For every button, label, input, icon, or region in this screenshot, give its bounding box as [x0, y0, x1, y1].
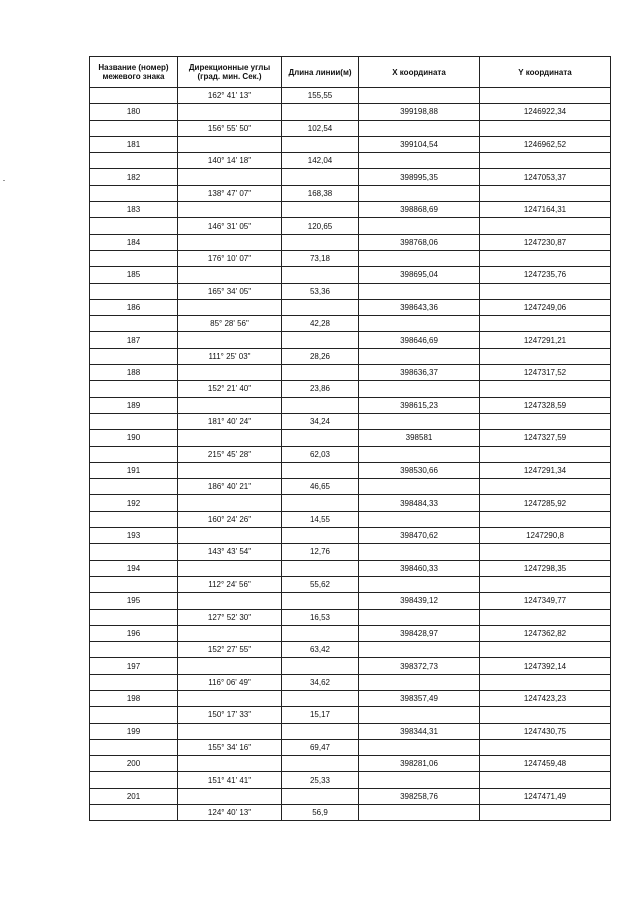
empty-cell: [282, 365, 359, 381]
empty-cell: [90, 511, 178, 527]
x-coordinate-cell: 398695,04: [359, 267, 480, 283]
empty-cell: [359, 544, 480, 560]
y-coordinate-cell: 1247235,76: [480, 267, 611, 283]
empty-cell: [90, 153, 178, 169]
empty-cell: [480, 446, 611, 462]
y-coordinate-cell: 1247249,06: [480, 299, 611, 315]
table-row: [90, 88, 611, 104]
point-name-cell: 192: [90, 495, 178, 511]
bearing-cell: 140° 14' 18": [178, 153, 282, 169]
empty-cell: [90, 479, 178, 495]
y-coordinate-cell: 1247327,59: [480, 430, 611, 446]
table-row: [90, 528, 611, 544]
length-cell: 34,24: [282, 413, 359, 429]
table-row: [90, 234, 611, 250]
bearing-cell: 116° 06' 49": [178, 674, 282, 690]
length-cell: 12,76: [282, 544, 359, 560]
empty-cell: [480, 511, 611, 527]
table-row: [90, 283, 611, 299]
empty-cell: [480, 479, 611, 495]
x-coordinate-cell: 398258,76: [359, 788, 480, 804]
empty-cell: [90, 446, 178, 462]
empty-cell: [359, 609, 480, 625]
empty-cell: [90, 609, 178, 625]
y-coordinate-cell: 1247298,35: [480, 560, 611, 576]
x-coordinate-cell: 398868,69: [359, 202, 480, 218]
empty-cell: [359, 446, 480, 462]
empty-cell: [480, 316, 611, 332]
table-row: [90, 511, 611, 527]
table-row: [90, 772, 611, 788]
table-row: [90, 267, 611, 283]
empty-cell: [282, 756, 359, 772]
empty-cell: [90, 348, 178, 364]
table-row: [90, 381, 611, 397]
empty-cell: [282, 690, 359, 706]
boundary-coordinates-table: [89, 56, 611, 821]
bearing-cell: 181° 40' 24": [178, 413, 282, 429]
empty-cell: [90, 218, 178, 234]
empty-cell: [359, 283, 480, 299]
empty-cell: [359, 348, 480, 364]
length-cell: 55,62: [282, 576, 359, 592]
empty-cell: [178, 528, 282, 544]
empty-cell: [359, 805, 480, 821]
x-coordinate-cell: 398581: [359, 430, 480, 446]
empty-cell: [178, 397, 282, 413]
empty-cell: [282, 332, 359, 348]
header-point-name: Название (номер) межевого знака: [90, 57, 178, 88]
x-coordinate-cell: 398995,35: [359, 169, 480, 185]
table-row: [90, 120, 611, 136]
empty-cell: [178, 625, 282, 641]
table-row: [90, 658, 611, 674]
y-coordinate-cell: 1247230,87: [480, 234, 611, 250]
point-name-cell: 185: [90, 267, 178, 283]
bearing-cell: 176° 10' 07": [178, 250, 282, 266]
empty-cell: [480, 185, 611, 201]
empty-cell: [480, 381, 611, 397]
table-row: [90, 462, 611, 478]
empty-cell: [178, 756, 282, 772]
bearing-cell: 143° 43' 54": [178, 544, 282, 560]
bearing-cell: 152° 27' 55": [178, 642, 282, 658]
empty-cell: [178, 267, 282, 283]
y-coordinate-cell: 1247349,77: [480, 593, 611, 609]
table-row: [90, 153, 611, 169]
point-name-cell: 187: [90, 332, 178, 348]
bearing-cell: 156° 55' 50": [178, 120, 282, 136]
point-name-cell: 189: [90, 397, 178, 413]
empty-cell: [359, 576, 480, 592]
empty-cell: [282, 593, 359, 609]
empty-cell: [178, 332, 282, 348]
empty-cell: [178, 430, 282, 446]
x-coordinate-cell: 398484,33: [359, 495, 480, 511]
empty-cell: [359, 511, 480, 527]
empty-cell: [359, 772, 480, 788]
y-coordinate-cell: 1246922,34: [480, 104, 611, 120]
empty-cell: [178, 169, 282, 185]
table-row: [90, 544, 611, 560]
empty-cell: [359, 218, 480, 234]
empty-cell: [90, 250, 178, 266]
table-row: [90, 250, 611, 266]
empty-cell: [480, 642, 611, 658]
empty-cell: [90, 381, 178, 397]
header-y-coordinate: Y координата: [480, 57, 611, 88]
length-cell: 16,53: [282, 609, 359, 625]
empty-cell: [178, 462, 282, 478]
empty-cell: [90, 283, 178, 299]
header-length: Длина линии(м): [282, 57, 359, 88]
empty-cell: [178, 136, 282, 152]
x-coordinate-cell: 398768,06: [359, 234, 480, 250]
bearing-cell: 85° 28' 56": [178, 316, 282, 332]
empty-cell: [90, 805, 178, 821]
table-row: [90, 104, 611, 120]
table-row: [90, 707, 611, 723]
y-coordinate-cell: 1247053,37: [480, 169, 611, 185]
x-coordinate-cell: 398428,97: [359, 625, 480, 641]
empty-cell: [480, 413, 611, 429]
point-name-cell: 195: [90, 593, 178, 609]
y-coordinate-cell: 1247291,21: [480, 332, 611, 348]
length-cell: 23,86: [282, 381, 359, 397]
empty-cell: [282, 299, 359, 315]
table-row: [90, 805, 611, 821]
empty-cell: [178, 299, 282, 315]
empty-cell: [359, 479, 480, 495]
empty-cell: [178, 690, 282, 706]
length-cell: 53,36: [282, 283, 359, 299]
empty-cell: [178, 495, 282, 511]
table-row: [90, 479, 611, 495]
empty-cell: [90, 120, 178, 136]
x-coordinate-cell: 398636,37: [359, 365, 480, 381]
empty-cell: [90, 185, 178, 201]
point-name-cell: 182: [90, 169, 178, 185]
empty-cell: [178, 593, 282, 609]
length-cell: 63,42: [282, 642, 359, 658]
point-name-cell: 184: [90, 234, 178, 250]
empty-cell: [282, 723, 359, 739]
empty-cell: [282, 202, 359, 218]
length-cell: 56,9: [282, 805, 359, 821]
empty-cell: [359, 674, 480, 690]
table-row: [90, 430, 611, 446]
table-row: [90, 185, 611, 201]
length-cell: 28,26: [282, 348, 359, 364]
empty-cell: [480, 674, 611, 690]
x-coordinate-cell: 398281,06: [359, 756, 480, 772]
table-row: [90, 348, 611, 364]
empty-cell: [359, 88, 480, 104]
empty-cell: [359, 642, 480, 658]
table-row: [90, 202, 611, 218]
bearing-cell: 162° 41' 13": [178, 88, 282, 104]
length-cell: 62,03: [282, 446, 359, 462]
empty-cell: [359, 185, 480, 201]
bearing-cell: 186° 40' 21": [178, 479, 282, 495]
empty-cell: [90, 642, 178, 658]
empty-cell: [480, 88, 611, 104]
empty-cell: [90, 576, 178, 592]
empty-cell: [178, 658, 282, 674]
table-row: [90, 625, 611, 641]
x-coordinate-cell: 399104,54: [359, 136, 480, 152]
table-row: [90, 609, 611, 625]
point-name-cell: 196: [90, 625, 178, 641]
y-coordinate-cell: 1246962,52: [480, 136, 611, 152]
table-row: [90, 169, 611, 185]
empty-cell: [480, 153, 611, 169]
length-cell: 25,33: [282, 772, 359, 788]
empty-cell: [480, 576, 611, 592]
empty-cell: [90, 544, 178, 560]
length-cell: 15,17: [282, 707, 359, 723]
empty-cell: [90, 413, 178, 429]
table-row: [90, 723, 611, 739]
empty-cell: [359, 316, 480, 332]
empty-cell: [480, 707, 611, 723]
x-coordinate-cell: 398470,62: [359, 528, 480, 544]
empty-cell: [282, 528, 359, 544]
empty-cell: [178, 560, 282, 576]
length-cell: 46,65: [282, 479, 359, 495]
empty-cell: [480, 120, 611, 136]
bearing-cell: 155° 34' 16": [178, 739, 282, 755]
point-name-cell: 199: [90, 723, 178, 739]
table-row: [90, 413, 611, 429]
x-coordinate-cell: 398615,23: [359, 397, 480, 413]
empty-cell: [282, 625, 359, 641]
empty-cell: [282, 234, 359, 250]
x-coordinate-cell: 398344,31: [359, 723, 480, 739]
empty-cell: [480, 348, 611, 364]
table-row: [90, 593, 611, 609]
y-coordinate-cell: 1247392,14: [480, 658, 611, 674]
empty-cell: [480, 250, 611, 266]
empty-cell: [359, 707, 480, 723]
empty-cell: [178, 234, 282, 250]
point-name-cell: 198: [90, 690, 178, 706]
header-x-coordinate: X координата: [359, 57, 480, 88]
bearing-cell: 160° 24' 26": [178, 511, 282, 527]
y-coordinate-cell: 1247471,49: [480, 788, 611, 804]
x-coordinate-cell: 398643,36: [359, 299, 480, 315]
bearing-cell: 150° 17' 33": [178, 707, 282, 723]
length-cell: 120,65: [282, 218, 359, 234]
point-name-cell: 194: [90, 560, 178, 576]
empty-cell: [178, 723, 282, 739]
table-row: [90, 674, 611, 690]
table-row: [90, 332, 611, 348]
empty-cell: [480, 544, 611, 560]
empty-cell: [359, 250, 480, 266]
bearing-cell: 146° 31' 05": [178, 218, 282, 234]
length-cell: 168,38: [282, 185, 359, 201]
point-name-cell: 183: [90, 202, 178, 218]
empty-cell: [178, 202, 282, 218]
empty-cell: [480, 772, 611, 788]
point-name-cell: 190: [90, 430, 178, 446]
point-name-cell: 180: [90, 104, 178, 120]
bearing-cell: 151° 41' 41": [178, 772, 282, 788]
empty-cell: [282, 169, 359, 185]
table-body: [90, 88, 611, 821]
empty-cell: [282, 560, 359, 576]
header-bearing: Дирекционные углы (град. мин. Сек.): [178, 57, 282, 88]
empty-cell: [282, 267, 359, 283]
empty-cell: [90, 88, 178, 104]
point-name-cell: 193: [90, 528, 178, 544]
bearing-cell: 138° 47' 07": [178, 185, 282, 201]
empty-cell: [90, 674, 178, 690]
y-coordinate-cell: 1247328,59: [480, 397, 611, 413]
table-row: [90, 316, 611, 332]
x-coordinate-cell: 398439,12: [359, 593, 480, 609]
y-coordinate-cell: 1247290,8: [480, 528, 611, 544]
table-row: [90, 690, 611, 706]
empty-cell: [359, 153, 480, 169]
y-coordinate-cell: 1247430,75: [480, 723, 611, 739]
empty-cell: [90, 772, 178, 788]
empty-cell: [90, 316, 178, 332]
empty-cell: [480, 609, 611, 625]
table-row: [90, 560, 611, 576]
empty-cell: [90, 739, 178, 755]
length-cell: 142,04: [282, 153, 359, 169]
x-coordinate-cell: 398646,69: [359, 332, 480, 348]
empty-cell: [480, 739, 611, 755]
bearing-cell: 152° 21' 40": [178, 381, 282, 397]
table-row: [90, 299, 611, 315]
y-coordinate-cell: 1247423,23: [480, 690, 611, 706]
length-cell: 102,54: [282, 120, 359, 136]
empty-cell: [282, 430, 359, 446]
bearing-cell: 127° 52' 30": [178, 609, 282, 625]
bearing-cell: 124° 40' 13": [178, 805, 282, 821]
empty-cell: [359, 120, 480, 136]
empty-cell: [480, 283, 611, 299]
empty-cell: [282, 104, 359, 120]
x-coordinate-cell: 398372,73: [359, 658, 480, 674]
empty-cell: [480, 218, 611, 234]
table-row: [90, 756, 611, 772]
empty-cell: [282, 462, 359, 478]
table-row: [90, 788, 611, 804]
empty-cell: [282, 495, 359, 511]
empty-cell: [178, 365, 282, 381]
empty-cell: [359, 381, 480, 397]
empty-cell: [359, 739, 480, 755]
y-coordinate-cell: 1247459,48: [480, 756, 611, 772]
x-coordinate-cell: 399198,88: [359, 104, 480, 120]
empty-cell: [282, 136, 359, 152]
length-cell: 14,55: [282, 511, 359, 527]
empty-cell: [178, 788, 282, 804]
table-row: [90, 642, 611, 658]
empty-cell: [282, 658, 359, 674]
y-coordinate-cell: 1247291,34: [480, 462, 611, 478]
x-coordinate-cell: 398530,66: [359, 462, 480, 478]
bearing-cell: 112° 24' 56": [178, 576, 282, 592]
length-cell: 34,62: [282, 674, 359, 690]
x-coordinate-cell: 398357,49: [359, 690, 480, 706]
bearing-cell: 215° 45' 28": [178, 446, 282, 462]
table-row: [90, 136, 611, 152]
table-row: [90, 576, 611, 592]
bearing-cell: 111° 25' 03": [178, 348, 282, 364]
table-row: [90, 446, 611, 462]
margin-mark: [3, 180, 5, 181]
point-name-cell: 200: [90, 756, 178, 772]
x-coordinate-cell: 398460,33: [359, 560, 480, 576]
point-name-cell: 186: [90, 299, 178, 315]
point-name-cell: 188: [90, 365, 178, 381]
empty-cell: [282, 788, 359, 804]
point-name-cell: 181: [90, 136, 178, 152]
y-coordinate-cell: 1247285,92: [480, 495, 611, 511]
length-cell: 42,28: [282, 316, 359, 332]
table-row: [90, 495, 611, 511]
y-coordinate-cell: 1247362,82: [480, 625, 611, 641]
length-cell: 155,55: [282, 88, 359, 104]
point-name-cell: 197: [90, 658, 178, 674]
table-header-row: [90, 57, 611, 88]
table-row: [90, 218, 611, 234]
empty-cell: [282, 397, 359, 413]
empty-cell: [90, 707, 178, 723]
table-row: [90, 365, 611, 381]
length-cell: 69,47: [282, 739, 359, 755]
point-name-cell: 191: [90, 462, 178, 478]
bearing-cell: 165° 34' 05": [178, 283, 282, 299]
point-name-cell: 201: [90, 788, 178, 804]
y-coordinate-cell: 1247317,52: [480, 365, 611, 381]
empty-cell: [359, 413, 480, 429]
table-row: [90, 397, 611, 413]
empty-cell: [480, 805, 611, 821]
length-cell: 73,18: [282, 250, 359, 266]
empty-cell: [178, 104, 282, 120]
table-row: [90, 739, 611, 755]
y-coordinate-cell: 1247164,31: [480, 202, 611, 218]
